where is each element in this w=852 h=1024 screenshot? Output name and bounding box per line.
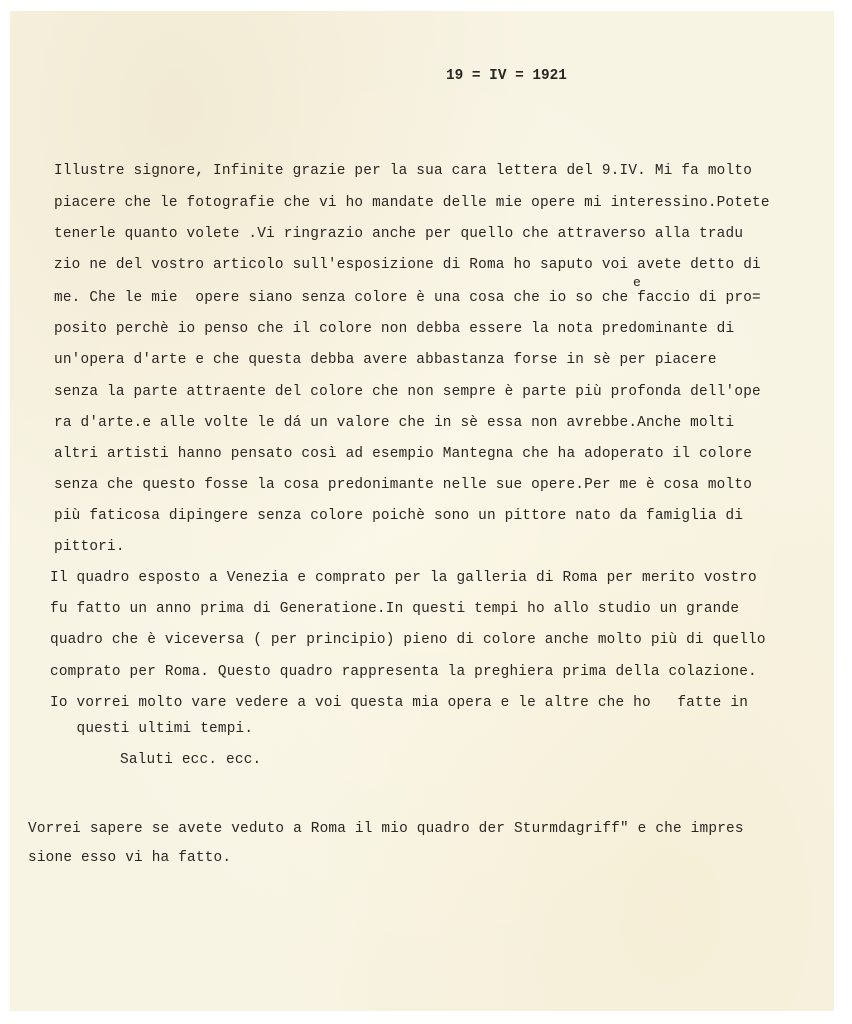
para2-line-4: comprato per Roma. Questo quadro rappresenta la preghiera prima della colazione. xyxy=(50,664,757,680)
para2-line-1: Il quadro esposto a Venezia e comprato per la galleria di Roma per merito vostro xyxy=(50,570,757,586)
postscript-line-1: Vorrei sapere se avete veduto a Roma il mio quadro der Sturmdagriff" e che impres xyxy=(28,821,744,837)
postscript-line-2: sione esso vi ha fatto. xyxy=(28,850,232,866)
para2-line-2: fu fatto un anno prima di Generatione.In questi tempi ho allo studio un grande xyxy=(50,601,740,617)
body-line-4: zio ne del vostro articolo sull'esposizione di Roma ho saputo voi avete detto di xyxy=(54,257,761,273)
body-line-11: senza che questo fosse la cosa predonimante nelle sue opere.Per me è cosa molto xyxy=(54,477,753,493)
body-line-6: posito perchè io penso che il colore non debba essere la nota predominante di xyxy=(54,321,735,337)
body-line-8: senza la parte attraente del colore che non sempre è parte più profonda dell'ope xyxy=(54,384,761,400)
letter-date: 19 = IV = 1921 xyxy=(446,68,567,84)
body-line-10: altri artisti hanno pensato così ad esempio Mantegna che ha adoperato il colore xyxy=(54,446,753,462)
body-line-12: più faticosa dipingere senza colore poichè sono un pittore nato da famiglia di xyxy=(54,508,744,524)
body-line-2: piacere che le fotografie che vi ho mandate delle mie opere mi interessino.Potete xyxy=(54,195,770,211)
body-line-3: tenerle quanto volete .Vi ringrazio anche per quello che attraverso alla tradu xyxy=(54,226,744,242)
typed-insertion-mark: e xyxy=(633,275,641,290)
body-line-5: me. Che le mie opere siano senza colore è una cosa che io so che faccio di pro= xyxy=(54,290,761,306)
body-line-1: Illustre signore, Infinite grazie per la sua cara lettera del 9.IV. Mi fa molto xyxy=(54,163,753,179)
body-line-13: pittori. xyxy=(54,539,125,555)
para2-line-6: questi ultimi tempi. xyxy=(50,721,254,737)
body-line-7: un'opera d'arte e che questa debba avere abbastanza forse in sè per piacere xyxy=(54,352,717,368)
closing-salutation: Saluti ecc. ecc. xyxy=(120,752,262,768)
para2-line-5: Io vorrei molto vare vedere a voi questa mia opera e le altre che ho fatte in xyxy=(50,695,749,711)
body-line-9: ra d'arte.e alle volte le dá un valore che in sè essa non avrebbe.Anche molti xyxy=(54,415,735,431)
para2-line-3: quadro che è viceversa ( per principio) pieno di colore anche molto più di quello xyxy=(50,632,766,648)
